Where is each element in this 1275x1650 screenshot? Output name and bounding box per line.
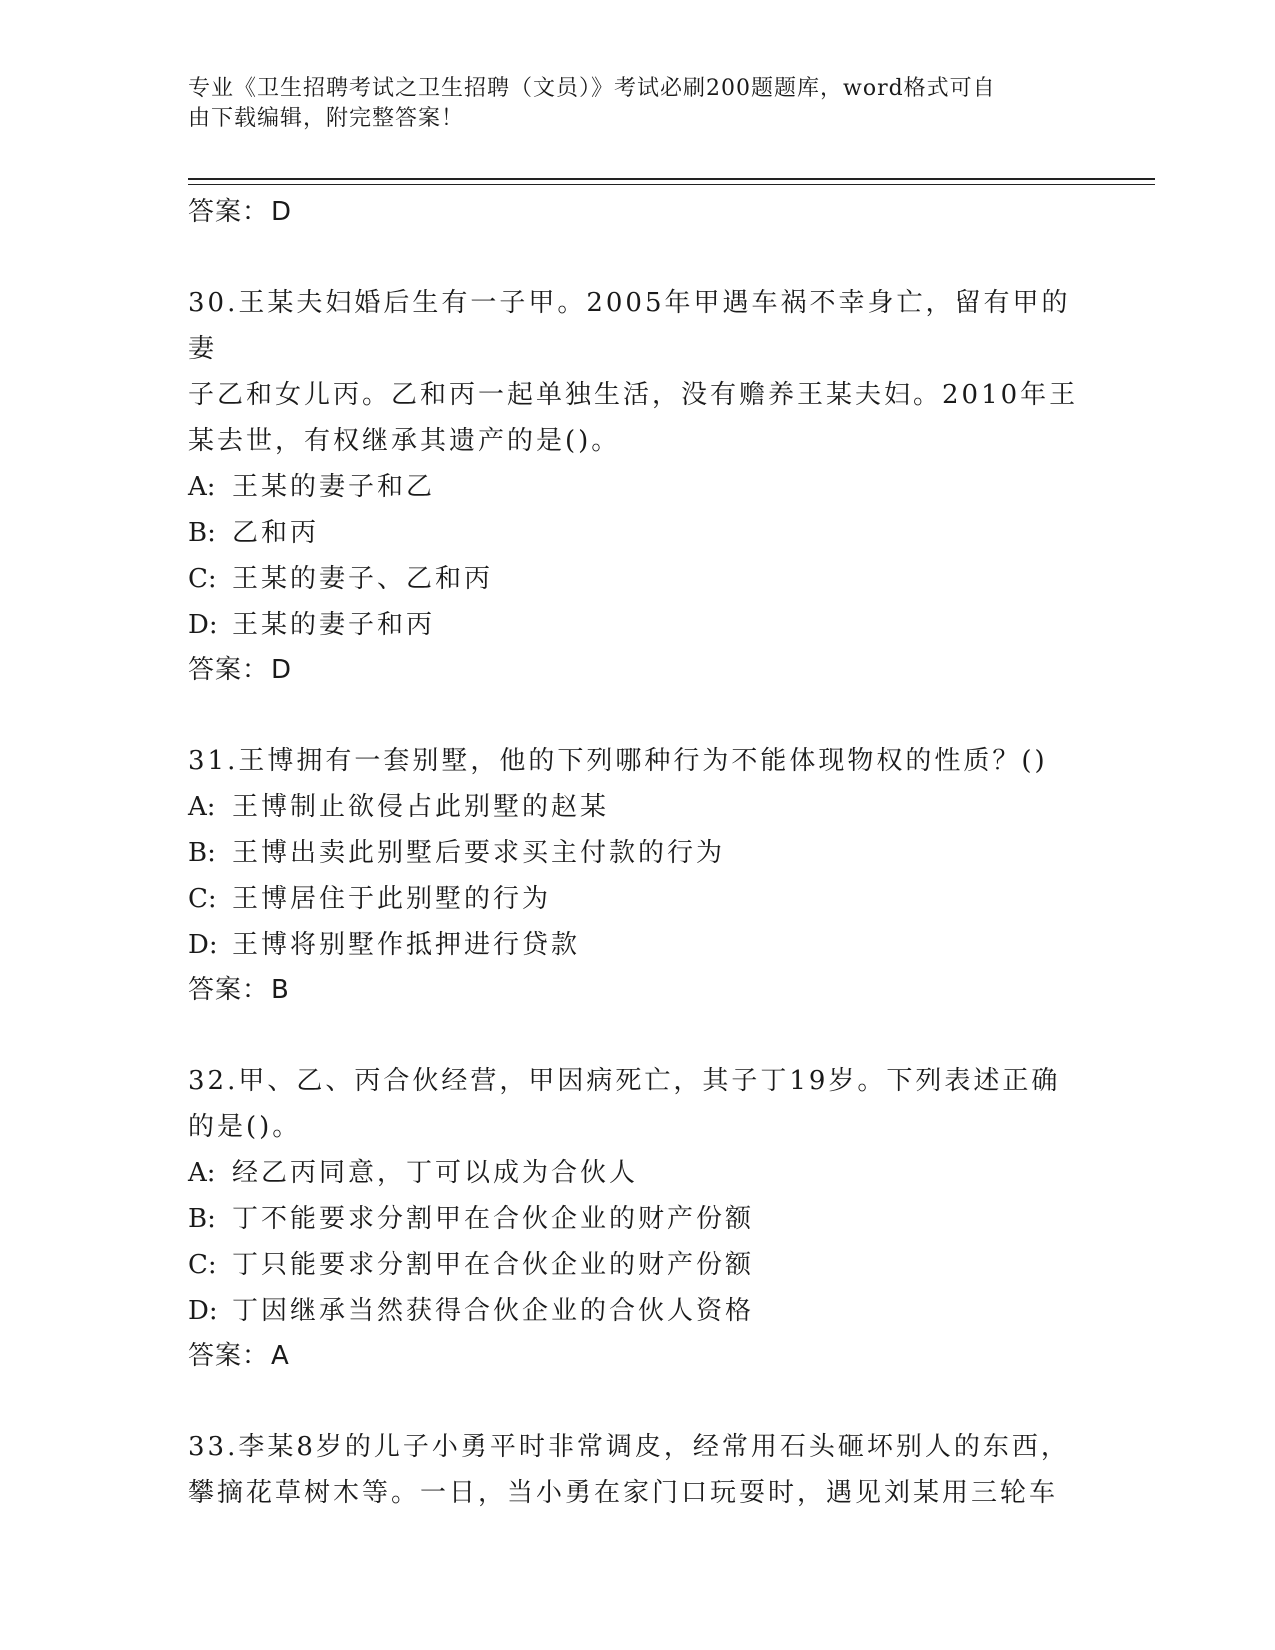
option-text: 经乙丙同意，丁可以成为合伙人 bbox=[232, 1158, 639, 1188]
question-line: 子乙和女儿丙。乙和丙一起单独生活，没有赡养王某夫妇。2010年王 bbox=[188, 380, 1079, 410]
option-c bbox=[188, 1242, 1088, 1288]
question-text bbox=[188, 1424, 1088, 1516]
answer-value: B bbox=[271, 975, 290, 1005]
option-text: 王某的妻子和乙 bbox=[232, 472, 436, 502]
answer-line bbox=[188, 1334, 1088, 1378]
question-line: 30.王某夫妇婚后生有一子甲。2005年甲遇车祸不幸身亡，留有甲的妻 bbox=[188, 288, 1071, 364]
header-line-2: 由下载编辑，附完整答案！ bbox=[188, 106, 465, 131]
option-key: A: bbox=[188, 792, 216, 822]
option-text: 丁因继承当然获得合伙企业的合伙人资格 bbox=[232, 1296, 755, 1326]
option-a bbox=[188, 1150, 1088, 1196]
option-text: 王博将别墅作抵押进行贷款 bbox=[232, 930, 581, 960]
answer-label: 答案： bbox=[188, 197, 270, 227]
question-line: 31.王博拥有一套别墅，他的下列哪种行为不能体现物权的性质？() bbox=[188, 746, 1048, 776]
option-c bbox=[188, 876, 1088, 922]
answer-value: D bbox=[271, 197, 293, 227]
option-c bbox=[188, 556, 1088, 602]
option-key: B: bbox=[188, 838, 216, 868]
option-text: 王某的妻子和丙 bbox=[232, 610, 436, 640]
option-text: 王博制止欲侵占此别墅的赵某 bbox=[232, 792, 610, 822]
option-text: 王博出卖此别墅后要求买主付款的行为 bbox=[232, 838, 726, 868]
option-b bbox=[188, 510, 1088, 556]
option-key: C: bbox=[188, 1250, 217, 1280]
answer-value: A bbox=[271, 1341, 290, 1371]
question-line: 33.李某8岁的儿子小勇平时非常调皮，经常用石头砸坏别人的东西， bbox=[188, 1432, 1070, 1462]
option-text: 王博居住于此别墅的行为 bbox=[232, 884, 552, 914]
option-key: C: bbox=[188, 884, 217, 914]
option-text: 丁只能要求分割甲在合伙企业的财产份额 bbox=[232, 1250, 755, 1280]
option-key: A: bbox=[188, 1158, 216, 1188]
option-b bbox=[188, 830, 1088, 876]
answer-label: 答案： bbox=[188, 655, 270, 685]
answer-line bbox=[188, 968, 1088, 1012]
option-a bbox=[188, 784, 1088, 830]
question-text bbox=[188, 1058, 1088, 1150]
option-key: B: bbox=[188, 518, 216, 548]
question-block bbox=[188, 738, 1088, 1012]
option-key: D: bbox=[188, 1296, 218, 1326]
answer-line bbox=[188, 648, 1088, 692]
page-header bbox=[188, 74, 1068, 134]
option-text: 丁不能要求分割甲在合伙企业的财产份额 bbox=[232, 1204, 755, 1234]
question-line: 攀摘花草树木等。一日，当小勇在家门口玩耍时，遇见刘某用三轮车 bbox=[188, 1478, 1059, 1508]
option-a bbox=[188, 464, 1088, 510]
option-key: B: bbox=[188, 1204, 216, 1234]
header-rule-thin bbox=[188, 184, 1155, 185]
question-line: 32.甲、乙、丙合伙经营，甲因病死亡，其子丁19岁。下列表述正确 bbox=[188, 1066, 1061, 1096]
document-body bbox=[188, 190, 1088, 1516]
option-d bbox=[188, 922, 1088, 968]
option-key: A: bbox=[188, 472, 216, 502]
question-block bbox=[188, 1424, 1088, 1516]
option-key: D: bbox=[188, 930, 218, 960]
question-text bbox=[188, 280, 1088, 464]
option-key: C: bbox=[188, 564, 217, 594]
option-d bbox=[188, 1288, 1088, 1334]
answer-value: D bbox=[271, 655, 293, 685]
option-text: 乙和丙 bbox=[232, 518, 320, 548]
option-key: D: bbox=[188, 610, 218, 640]
option-b bbox=[188, 1196, 1088, 1242]
header-rule-thick bbox=[188, 178, 1155, 180]
option-d bbox=[188, 602, 1088, 648]
answer-line bbox=[188, 190, 1088, 234]
question-text bbox=[188, 738, 1088, 784]
answer-label: 答案： bbox=[188, 975, 270, 1005]
question-line: 某去世，有权继承其遗产的是()。 bbox=[188, 426, 621, 456]
answer-label: 答案： bbox=[188, 1341, 270, 1371]
question-block bbox=[188, 280, 1088, 692]
question-line: 的是()。 bbox=[188, 1112, 302, 1142]
header-line-1: 专业《卫生招聘考试之卫生招聘（文员）》考试必刷200题题库，word格式可自 bbox=[188, 76, 996, 101]
question-block bbox=[188, 1058, 1088, 1378]
option-text: 王某的妻子、乙和丙 bbox=[232, 564, 494, 594]
